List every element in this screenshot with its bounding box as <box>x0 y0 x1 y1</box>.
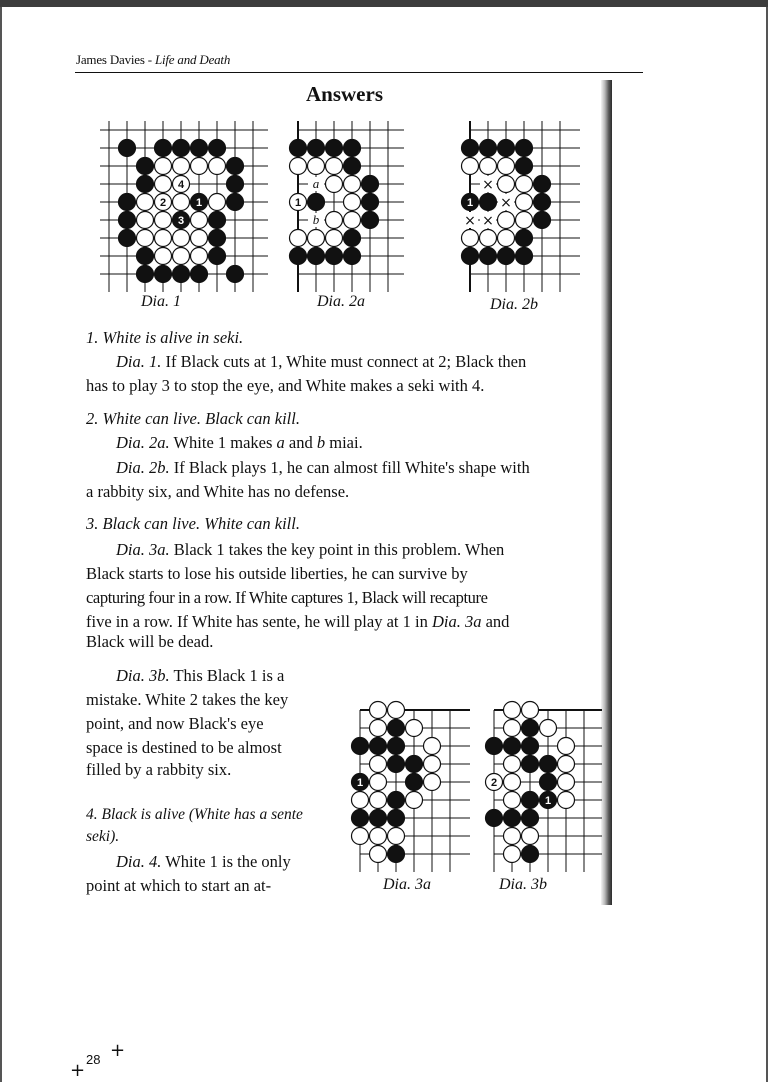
caption-dia-2b: Dia. 2b <box>490 296 538 313</box>
answer-3-line-5: Black will be dead. <box>86 632 214 651</box>
window-top-bar <box>0 0 768 7</box>
move-number-2: 2 <box>490 777 498 789</box>
move-number-1: 1 <box>195 197 203 209</box>
go-diagram-3a <box>350 698 470 876</box>
cross-mark: × <box>500 195 512 211</box>
book-spine-shadow <box>601 80 612 905</box>
caption-dia-2a: Dia. 2a <box>317 293 365 310</box>
page-title: Answers <box>306 82 383 106</box>
answer-3b-line-4: space is destined to be almost <box>86 738 282 757</box>
cross-mark: × <box>482 213 494 229</box>
move-number-1: 1 <box>466 197 474 209</box>
answer-3b-line-2: mistake. White 2 takes the key <box>86 690 289 709</box>
answer-3-line-2: Black starts to lose his outside liberties, he can survive by <box>86 564 468 583</box>
answer-1-heading: 1. White is alive in seki. <box>86 328 244 347</box>
answer-2-line-1: Dia. 2a. White 1 makes a and b miai. <box>116 433 363 452</box>
answer-1-line-2: has to play 3 to stop the eye, and White makes a seki with 4. <box>86 376 485 395</box>
go-diagram-1 <box>98 118 268 296</box>
answer-3-heading: 3. Black can live. White can kill. <box>86 514 300 533</box>
answer-4-heading-line-2: seki). <box>86 828 120 845</box>
header-author: James Davies - <box>76 52 155 67</box>
move-number-2: 2 <box>159 197 167 209</box>
answer-3b-line-5: filled by a rabbity six. <box>86 760 232 779</box>
move-number-4: 4 <box>177 179 185 191</box>
point-a-label: a <box>312 176 320 191</box>
cross-mark: × <box>464 213 476 229</box>
answer-3-line-4: five in a row. If White has sente, he will play at 1 in Dia. 3a and <box>86 612 510 631</box>
answer-3-line-1: Dia. 3a. Black 1 takes the key point in this problem. When <box>116 540 505 559</box>
answer-2-line-3: a rabbity six, and White has no defense. <box>86 482 350 501</box>
crop-mark: + <box>110 1040 126 1061</box>
page-left-edge <box>0 7 2 1082</box>
answer-1-line-1: Dia. 1. If Black cuts at 1, White must connect at 2; Black then <box>116 352 527 371</box>
caption-dia-3a: Dia. 3a <box>383 876 431 893</box>
go-diagram-2a <box>284 118 404 296</box>
running-header <box>76 52 230 68</box>
answer-3-line-3: capturing four in a row. If White captures 1, Black will recapture <box>86 588 488 607</box>
answer-2-line-2: Dia. 2b. If Black plays 1, he can almost fill White's shape with <box>116 458 530 477</box>
caption-dia-1: Dia. 1 <box>141 293 181 310</box>
answer-3b-line-1: Dia. 3b. This Black 1 is a <box>116 666 285 685</box>
go-diagram-3b <box>484 698 602 876</box>
move-number-1: 1 <box>356 777 364 789</box>
move-number-1: 1 <box>544 795 552 807</box>
answer-4-line-2: point at which to start an at- <box>86 876 272 895</box>
answer-2-heading: 2. White can live. Black can kill. <box>86 409 300 428</box>
go-diagram-2b <box>460 118 580 296</box>
answer-3b-line-3: point, and now Black's eye <box>86 714 264 733</box>
header-rule <box>75 72 643 73</box>
crop-mark: + <box>70 1060 86 1081</box>
answer-4-line-1: Dia. 4. White 1 is the only <box>116 852 291 871</box>
caption-dia-3b: Dia. 3b <box>499 876 547 893</box>
header-book-title: Life and Death <box>154 52 231 67</box>
answer-4-heading-line-1: 4. Black is alive (White has a sente <box>86 806 303 823</box>
move-number-3: 3 <box>177 215 185 227</box>
move-number-1: 1 <box>294 197 302 209</box>
cross-mark: × <box>482 177 494 193</box>
point-b-label: b <box>312 212 320 227</box>
page-number: 28 <box>86 1052 101 1067</box>
